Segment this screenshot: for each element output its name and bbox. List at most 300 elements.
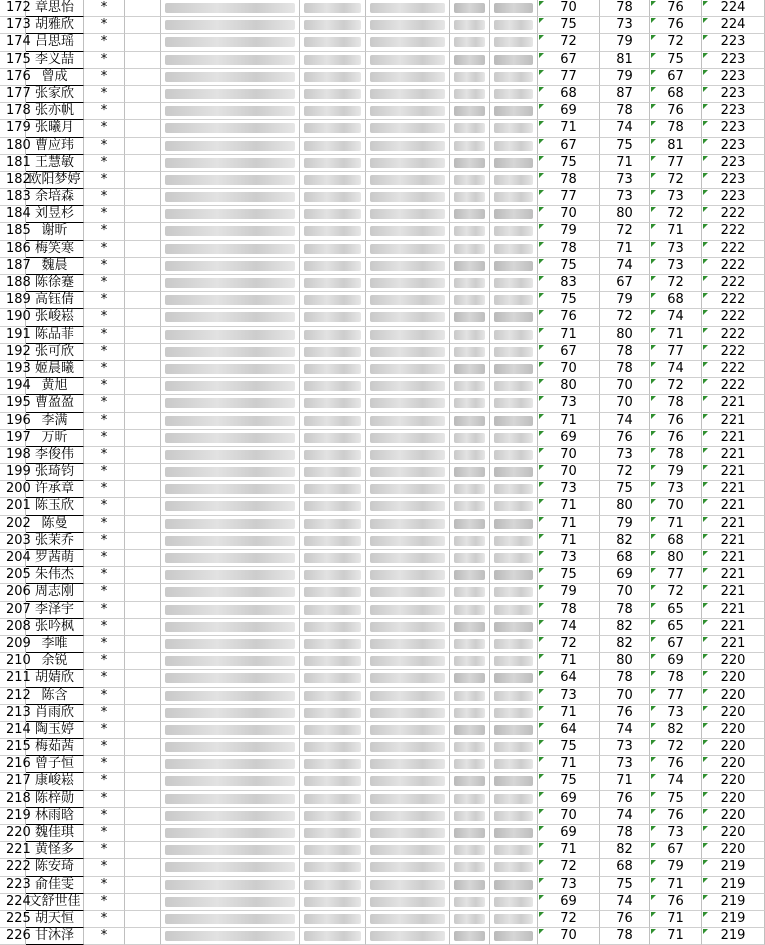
- empty-cell[interactable]: [125, 584, 161, 601]
- row-number-cell[interactable]: 174: [0, 34, 26, 51]
- score-2-cell[interactable]: 71: [600, 773, 650, 790]
- empty-cell[interactable]: [125, 275, 161, 292]
- empty-cell[interactable]: [125, 69, 161, 86]
- redacted-id-cell[interactable]: [161, 34, 300, 51]
- score-2-cell[interactable]: 74: [600, 258, 650, 275]
- row-number-cell[interactable]: 177: [0, 86, 26, 103]
- empty-cell[interactable]: [125, 928, 161, 945]
- empty-cell[interactable]: [125, 447, 161, 464]
- empty-cell[interactable]: [125, 241, 161, 258]
- row-number-cell[interactable]: 212: [0, 688, 26, 705]
- empty-cell[interactable]: [125, 309, 161, 326]
- redacted-small-cell[interactable]: [490, 69, 538, 86]
- redacted-small-cell[interactable]: [490, 636, 538, 653]
- row-number-cell[interactable]: 198: [0, 447, 26, 464]
- student-name-cell[interactable]: 刘昱杉: [26, 206, 84, 223]
- empty-cell[interactable]: [125, 567, 161, 584]
- student-name-cell[interactable]: 高钰倩: [26, 292, 84, 309]
- empty-cell[interactable]: [125, 791, 161, 808]
- score-2-cell[interactable]: 75: [600, 877, 650, 894]
- redacted-id-cell[interactable]: [161, 52, 300, 69]
- total-score-cell[interactable]: 221: [702, 447, 765, 464]
- student-name-cell[interactable]: 陈徐蹇: [26, 275, 84, 292]
- score-2-cell[interactable]: 80: [600, 653, 650, 670]
- row-number-cell[interactable]: 202: [0, 516, 26, 533]
- student-name-cell[interactable]: 张家欣: [26, 86, 84, 103]
- score-3-cell[interactable]: 74: [650, 309, 702, 326]
- score-1-cell[interactable]: 72: [538, 34, 600, 51]
- student-name-cell[interactable]: 张茉乔: [26, 533, 84, 550]
- mark-cell[interactable]: *: [84, 550, 125, 567]
- redacted-id-cell[interactable]: [161, 636, 300, 653]
- score-2-cell[interactable]: 68: [600, 550, 650, 567]
- row-number-cell[interactable]: 215: [0, 739, 26, 756]
- empty-cell[interactable]: [125, 636, 161, 653]
- empty-cell[interactable]: [125, 34, 161, 51]
- score-3-cell[interactable]: 75: [650, 52, 702, 69]
- empty-cell[interactable]: [125, 292, 161, 309]
- score-1-cell[interactable]: 64: [538, 722, 600, 739]
- mark-cell[interactable]: *: [84, 292, 125, 309]
- redacted-id-cell[interactable]: [161, 223, 300, 240]
- redacted-small-cell[interactable]: [490, 361, 538, 378]
- total-score-cell[interactable]: 223: [702, 69, 765, 86]
- empty-cell[interactable]: [125, 430, 161, 447]
- redacted-code-cell[interactable]: [300, 0, 366, 17]
- total-score-cell[interactable]: 220: [702, 825, 765, 842]
- redacted-id-cell[interactable]: [161, 292, 300, 309]
- score-2-cell[interactable]: 76: [600, 791, 650, 808]
- redacted-id-cell[interactable]: [161, 344, 300, 361]
- score-3-cell[interactable]: 65: [650, 619, 702, 636]
- score-2-cell[interactable]: 82: [600, 619, 650, 636]
- redacted-small-cell[interactable]: [490, 739, 538, 756]
- score-3-cell[interactable]: 79: [650, 464, 702, 481]
- row-number-cell[interactable]: 175: [0, 52, 26, 69]
- score-1-cell[interactable]: 76: [538, 309, 600, 326]
- empty-cell[interactable]: [125, 103, 161, 120]
- mark-cell[interactable]: *: [84, 773, 125, 790]
- score-1-cell[interactable]: 71: [538, 516, 600, 533]
- redacted-small-cell[interactable]: [490, 670, 538, 687]
- mark-cell[interactable]: *: [84, 636, 125, 653]
- mark-cell[interactable]: *: [84, 309, 125, 326]
- empty-cell[interactable]: [125, 52, 161, 69]
- mark-cell[interactable]: *: [84, 756, 125, 773]
- redacted-small-cell[interactable]: [450, 34, 490, 51]
- redacted-small-cell[interactable]: [490, 241, 538, 258]
- empty-cell[interactable]: [125, 344, 161, 361]
- redacted-id-cell[interactable]: [161, 172, 300, 189]
- mark-cell[interactable]: *: [84, 911, 125, 928]
- redacted-number-cell[interactable]: [366, 481, 450, 498]
- score-3-cell[interactable]: 73: [650, 189, 702, 206]
- student-name-cell[interactable]: 李义喆: [26, 52, 84, 69]
- redacted-id-cell[interactable]: [161, 103, 300, 120]
- redacted-number-cell[interactable]: [366, 722, 450, 739]
- redacted-code-cell[interactable]: [300, 258, 366, 275]
- score-1-cell[interactable]: 71: [538, 120, 600, 137]
- redacted-small-cell[interactable]: [490, 619, 538, 636]
- redacted-code-cell[interactable]: [300, 430, 366, 447]
- score-2-cell[interactable]: 75: [600, 138, 650, 155]
- total-score-cell[interactable]: 220: [702, 773, 765, 790]
- redacted-id-cell[interactable]: [161, 842, 300, 859]
- score-3-cell[interactable]: 76: [650, 430, 702, 447]
- student-name-cell[interactable]: 万昕: [26, 430, 84, 447]
- row-number-cell[interactable]: 181: [0, 155, 26, 172]
- redacted-code-cell[interactable]: [300, 705, 366, 722]
- redacted-small-cell[interactable]: [490, 395, 538, 412]
- redacted-small-cell[interactable]: [490, 808, 538, 825]
- score-3-cell[interactable]: 78: [650, 395, 702, 412]
- score-3-cell[interactable]: 71: [650, 911, 702, 928]
- mark-cell[interactable]: *: [84, 155, 125, 172]
- redacted-small-cell[interactable]: [450, 670, 490, 687]
- redacted-small-cell[interactable]: [450, 395, 490, 412]
- total-score-cell[interactable]: 223: [702, 103, 765, 120]
- row-number-cell[interactable]: 178: [0, 103, 26, 120]
- redacted-number-cell[interactable]: [366, 413, 450, 430]
- redacted-code-cell[interactable]: [300, 894, 366, 911]
- redacted-small-cell[interactable]: [490, 378, 538, 395]
- redacted-number-cell[interactable]: [366, 602, 450, 619]
- empty-cell[interactable]: [125, 189, 161, 206]
- student-name-cell[interactable]: 陈品菲: [26, 327, 84, 344]
- row-number-cell[interactable]: 209: [0, 636, 26, 653]
- empty-cell[interactable]: [125, 223, 161, 240]
- mark-cell[interactable]: *: [84, 705, 125, 722]
- empty-cell[interactable]: [125, 138, 161, 155]
- row-number-cell[interactable]: 222: [0, 859, 26, 876]
- empty-cell[interactable]: [125, 756, 161, 773]
- redacted-small-cell[interactable]: [450, 327, 490, 344]
- mark-cell[interactable]: *: [84, 172, 125, 189]
- redacted-id-cell[interactable]: [161, 464, 300, 481]
- redacted-small-cell[interactable]: [450, 241, 490, 258]
- redacted-id-cell[interactable]: [161, 413, 300, 430]
- redacted-id-cell[interactable]: [161, 825, 300, 842]
- redacted-small-cell[interactable]: [450, 309, 490, 326]
- redacted-id-cell[interactable]: [161, 773, 300, 790]
- redacted-small-cell[interactable]: [490, 138, 538, 155]
- total-score-cell[interactable]: 221: [702, 430, 765, 447]
- redacted-small-cell[interactable]: [490, 928, 538, 945]
- score-3-cell[interactable]: 78: [650, 670, 702, 687]
- score-1-cell[interactable]: 71: [538, 498, 600, 515]
- score-3-cell[interactable]: 67: [650, 69, 702, 86]
- score-2-cell[interactable]: 78: [600, 361, 650, 378]
- redacted-small-cell[interactable]: [490, 309, 538, 326]
- score-3-cell[interactable]: 68: [650, 86, 702, 103]
- redacted-id-cell[interactable]: [161, 206, 300, 223]
- redacted-small-cell[interactable]: [450, 739, 490, 756]
- row-number-cell[interactable]: 184: [0, 206, 26, 223]
- row-number-cell[interactable]: 211: [0, 670, 26, 687]
- redacted-number-cell[interactable]: [366, 344, 450, 361]
- score-1-cell[interactable]: 71: [538, 327, 600, 344]
- mark-cell[interactable]: *: [84, 653, 125, 670]
- total-score-cell[interactable]: 219: [702, 859, 765, 876]
- score-1-cell[interactable]: 67: [538, 138, 600, 155]
- student-name-cell[interactable]: 胡天恒: [26, 911, 84, 928]
- redacted-small-cell[interactable]: [450, 894, 490, 911]
- mark-cell[interactable]: *: [84, 739, 125, 756]
- row-number-cell[interactable]: 219: [0, 808, 26, 825]
- student-name-cell[interactable]: 文舒世佳: [26, 894, 84, 911]
- redacted-id-cell[interactable]: [161, 602, 300, 619]
- mark-cell[interactable]: *: [84, 17, 125, 34]
- score-1-cell[interactable]: 70: [538, 206, 600, 223]
- redacted-id-cell[interactable]: [161, 859, 300, 876]
- total-score-cell[interactable]: 220: [702, 842, 765, 859]
- score-2-cell[interactable]: 70: [600, 584, 650, 601]
- redacted-small-cell[interactable]: [450, 361, 490, 378]
- redacted-small-cell[interactable]: [450, 0, 490, 17]
- redacted-code-cell[interactable]: [300, 464, 366, 481]
- mark-cell[interactable]: *: [84, 275, 125, 292]
- redacted-number-cell[interactable]: [366, 34, 450, 51]
- student-name-cell[interactable]: 张可欣: [26, 344, 84, 361]
- redacted-small-cell[interactable]: [490, 567, 538, 584]
- redacted-code-cell[interactable]: [300, 619, 366, 636]
- student-name-cell[interactable]: 张亦帆: [26, 103, 84, 120]
- redacted-small-cell[interactable]: [490, 172, 538, 189]
- redacted-small-cell[interactable]: [450, 52, 490, 69]
- redacted-small-cell[interactable]: [490, 842, 538, 859]
- student-name-cell[interactable]: 王慧敏: [26, 155, 84, 172]
- mark-cell[interactable]: *: [84, 361, 125, 378]
- redacted-id-cell[interactable]: [161, 516, 300, 533]
- redacted-id-cell[interactable]: [161, 69, 300, 86]
- score-1-cell[interactable]: 74: [538, 619, 600, 636]
- redacted-small-cell[interactable]: [450, 378, 490, 395]
- redacted-code-cell[interactable]: [300, 413, 366, 430]
- redacted-code-cell[interactable]: [300, 378, 366, 395]
- redacted-id-cell[interactable]: [161, 791, 300, 808]
- redacted-code-cell[interactable]: [300, 791, 366, 808]
- score-1-cell[interactable]: 64: [538, 670, 600, 687]
- score-2-cell[interactable]: 82: [600, 842, 650, 859]
- score-1-cell[interactable]: 73: [538, 395, 600, 412]
- row-number-cell[interactable]: 186: [0, 241, 26, 258]
- score-3-cell[interactable]: 67: [650, 636, 702, 653]
- redacted-small-cell[interactable]: [490, 86, 538, 103]
- score-2-cell[interactable]: 78: [600, 0, 650, 17]
- score-3-cell[interactable]: 76: [650, 808, 702, 825]
- redacted-small-cell[interactable]: [490, 34, 538, 51]
- redacted-code-cell[interactable]: [300, 69, 366, 86]
- score-1-cell[interactable]: 70: [538, 928, 600, 945]
- score-1-cell[interactable]: 71: [538, 842, 600, 859]
- score-2-cell[interactable]: 74: [600, 808, 650, 825]
- total-score-cell[interactable]: 221: [702, 550, 765, 567]
- score-1-cell[interactable]: 71: [538, 756, 600, 773]
- total-score-cell[interactable]: 221: [702, 619, 765, 636]
- score-2-cell[interactable]: 87: [600, 86, 650, 103]
- redacted-small-cell[interactable]: [490, 911, 538, 928]
- empty-cell[interactable]: [125, 361, 161, 378]
- redacted-small-cell[interactable]: [490, 791, 538, 808]
- total-score-cell[interactable]: 221: [702, 516, 765, 533]
- row-number-cell[interactable]: 223: [0, 877, 26, 894]
- total-score-cell[interactable]: 224: [702, 0, 765, 17]
- score-2-cell[interactable]: 78: [600, 103, 650, 120]
- redacted-small-cell[interactable]: [450, 859, 490, 876]
- redacted-id-cell[interactable]: [161, 17, 300, 34]
- mark-cell[interactable]: *: [84, 670, 125, 687]
- row-number-cell[interactable]: 205: [0, 567, 26, 584]
- score-1-cell[interactable]: 75: [538, 17, 600, 34]
- redacted-code-cell[interactable]: [300, 533, 366, 550]
- redacted-number-cell[interactable]: [366, 808, 450, 825]
- student-name-cell[interactable]: 肖雨欣: [26, 705, 84, 722]
- redacted-id-cell[interactable]: [161, 498, 300, 515]
- redacted-number-cell[interactable]: [366, 378, 450, 395]
- student-name-cell[interactable]: 俞佳雯: [26, 877, 84, 894]
- redacted-number-cell[interactable]: [366, 430, 450, 447]
- redacted-id-cell[interactable]: [161, 928, 300, 945]
- total-score-cell[interactable]: 223: [702, 34, 765, 51]
- redacted-small-cell[interactable]: [450, 516, 490, 533]
- redacted-small-cell[interactable]: [490, 103, 538, 120]
- mark-cell[interactable]: *: [84, 52, 125, 69]
- redacted-small-cell[interactable]: [450, 791, 490, 808]
- score-3-cell[interactable]: 69: [650, 653, 702, 670]
- redacted-number-cell[interactable]: [366, 791, 450, 808]
- redacted-number-cell[interactable]: [366, 309, 450, 326]
- redacted-number-cell[interactable]: [366, 292, 450, 309]
- empty-cell[interactable]: [125, 808, 161, 825]
- score-3-cell[interactable]: 72: [650, 206, 702, 223]
- score-3-cell[interactable]: 77: [650, 567, 702, 584]
- score-1-cell[interactable]: 71: [538, 705, 600, 722]
- score-3-cell[interactable]: 72: [650, 378, 702, 395]
- redacted-small-cell[interactable]: [450, 86, 490, 103]
- mark-cell[interactable]: *: [84, 223, 125, 240]
- redacted-id-cell[interactable]: [161, 155, 300, 172]
- redacted-small-cell[interactable]: [490, 773, 538, 790]
- redacted-small-cell[interactable]: [450, 722, 490, 739]
- redacted-small-cell[interactable]: [490, 464, 538, 481]
- redacted-number-cell[interactable]: [366, 705, 450, 722]
- score-2-cell[interactable]: 72: [600, 464, 650, 481]
- score-3-cell[interactable]: 71: [650, 327, 702, 344]
- redacted-small-cell[interactable]: [450, 602, 490, 619]
- empty-cell[interactable]: [125, 327, 161, 344]
- score-2-cell[interactable]: 73: [600, 739, 650, 756]
- mark-cell[interactable]: *: [84, 791, 125, 808]
- row-number-cell[interactable]: 217: [0, 773, 26, 790]
- student-name-cell[interactable]: 周志刚: [26, 584, 84, 601]
- redacted-small-cell[interactable]: [450, 103, 490, 120]
- redacted-small-cell[interactable]: [450, 223, 490, 240]
- score-1-cell[interactable]: 72: [538, 859, 600, 876]
- score-2-cell[interactable]: 76: [600, 911, 650, 928]
- redacted-number-cell[interactable]: [366, 516, 450, 533]
- redacted-number-cell[interactable]: [366, 825, 450, 842]
- score-3-cell[interactable]: 81: [650, 138, 702, 155]
- mark-cell[interactable]: *: [84, 584, 125, 601]
- redacted-code-cell[interactable]: [300, 859, 366, 876]
- redacted-id-cell[interactable]: [161, 584, 300, 601]
- row-number-cell[interactable]: 208: [0, 619, 26, 636]
- score-1-cell[interactable]: 69: [538, 825, 600, 842]
- row-number-cell[interactable]: 180: [0, 138, 26, 155]
- score-2-cell[interactable]: 75: [600, 481, 650, 498]
- redacted-number-cell[interactable]: [366, 550, 450, 567]
- redacted-small-cell[interactable]: [490, 894, 538, 911]
- redacted-code-cell[interactable]: [300, 550, 366, 567]
- score-3-cell[interactable]: 72: [650, 584, 702, 601]
- redacted-small-cell[interactable]: [490, 825, 538, 842]
- score-1-cell[interactable]: 70: [538, 447, 600, 464]
- redacted-code-cell[interactable]: [300, 292, 366, 309]
- score-2-cell[interactable]: 73: [600, 189, 650, 206]
- redacted-small-cell[interactable]: [490, 275, 538, 292]
- empty-cell[interactable]: [125, 739, 161, 756]
- redacted-number-cell[interactable]: [366, 894, 450, 911]
- score-2-cell[interactable]: 74: [600, 413, 650, 430]
- score-2-cell[interactable]: 81: [600, 52, 650, 69]
- empty-cell[interactable]: [125, 378, 161, 395]
- student-name-cell[interactable]: 魏佳琪: [26, 825, 84, 842]
- mark-cell[interactable]: *: [84, 498, 125, 515]
- redacted-id-cell[interactable]: [161, 550, 300, 567]
- mark-cell[interactable]: *: [84, 206, 125, 223]
- score-3-cell[interactable]: 75: [650, 791, 702, 808]
- student-name-cell[interactable]: 余锐: [26, 653, 84, 670]
- empty-cell[interactable]: [125, 206, 161, 223]
- redacted-code-cell[interactable]: [300, 567, 366, 584]
- score-3-cell[interactable]: 80: [650, 550, 702, 567]
- score-2-cell[interactable]: 80: [600, 206, 650, 223]
- row-number-cell[interactable]: 200: [0, 481, 26, 498]
- redacted-id-cell[interactable]: [161, 189, 300, 206]
- redacted-id-cell[interactable]: [161, 739, 300, 756]
- score-1-cell[interactable]: 79: [538, 223, 600, 240]
- total-score-cell[interactable]: 221: [702, 636, 765, 653]
- score-1-cell[interactable]: 71: [538, 533, 600, 550]
- mark-cell[interactable]: *: [84, 120, 125, 137]
- row-number-cell[interactable]: 210: [0, 653, 26, 670]
- score-1-cell[interactable]: 72: [538, 636, 600, 653]
- score-2-cell[interactable]: 68: [600, 859, 650, 876]
- row-number-cell[interactable]: 195: [0, 395, 26, 412]
- redacted-code-cell[interactable]: [300, 241, 366, 258]
- redacted-small-cell[interactable]: [490, 206, 538, 223]
- redacted-small-cell[interactable]: [490, 155, 538, 172]
- empty-cell[interactable]: [125, 877, 161, 894]
- total-score-cell[interactable]: 221: [702, 464, 765, 481]
- student-name-cell[interactable]: 曹应玮: [26, 138, 84, 155]
- score-2-cell[interactable]: 74: [600, 894, 650, 911]
- score-3-cell[interactable]: 74: [650, 773, 702, 790]
- mark-cell[interactable]: *: [84, 602, 125, 619]
- row-number-cell[interactable]: 183: [0, 189, 26, 206]
- redacted-id-cell[interactable]: [161, 619, 300, 636]
- mark-cell[interactable]: *: [84, 567, 125, 584]
- student-name-cell[interactable]: 陶玉婷: [26, 722, 84, 739]
- mark-cell[interactable]: *: [84, 842, 125, 859]
- empty-cell[interactable]: [125, 155, 161, 172]
- score-3-cell[interactable]: 73: [650, 481, 702, 498]
- empty-cell[interactable]: [125, 670, 161, 687]
- total-score-cell[interactable]: 220: [702, 670, 765, 687]
- student-name-cell[interactable]: 黄怪多: [26, 842, 84, 859]
- student-name-cell[interactable]: 陈安琦: [26, 859, 84, 876]
- redacted-code-cell[interactable]: [300, 344, 366, 361]
